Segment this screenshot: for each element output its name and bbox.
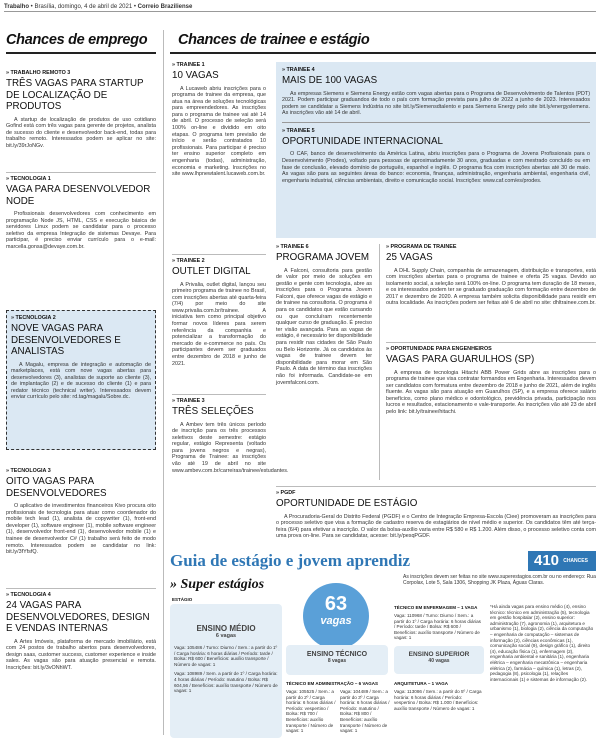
item-text: A startup de localização de produtos de uso cotidiano Gofind está com três vagas para gerente de projetos, analista de sucesso do cliente e desenvolvedor back-end, todas para trabalho remoto. Interessados podem se aplicar no site: bit.ly/39rJoNGv. bbox=[6, 116, 156, 149]
item-title: NOVE VAGAS PARA DESENVOLVEDORES E ANALISTAS bbox=[11, 323, 121, 357]
left-title-rule bbox=[6, 52, 156, 54]
guia-count bbox=[528, 551, 596, 571]
item-title: OPORTUNIDADE DE ESTÁGIO bbox=[276, 498, 418, 509]
item-text: Profissionais desenvolvedores com conhecimento em programação Node JS, HTML, CSS e execução básica de servidores Linux podem se candidatar para o processo seletivo da empresa Integração de sistemas Devaye. Para participar, é preciso enviar currículo para o e-mail: marcella.gonsa@devaye.com.br. bbox=[6, 211, 156, 250]
panel-vagas: 40 vagas bbox=[428, 658, 450, 664]
stripe-title: TÉCNICO EM ADMINISTRAÇÃO – 6 VAGAS bbox=[286, 681, 379, 686]
item-title: MAIS DE 100 VAGAS bbox=[282, 75, 378, 86]
item-text: A Magalu, empresa de integração e automação de marketplaces, está com nove vagas abertas para desenvolvedores (3), analistas de suporte ao cliente (3), de implantação (2) e de sucesso do cliente (1) e para redator técnico (technical writer). Interessados devem enviar currículo pelo site: rd.tag/magalu/Sobre.dc. bbox=[11, 361, 151, 401]
section-name: Trabalho bbox=[4, 4, 30, 10]
guia-banner bbox=[170, 551, 596, 571]
vaga-text: Vaga: 104489 / Sem.: a partir do 3º / Carga horária: 6 horas diárias / Período: matutino / Bolsa: R$ 800 / Benefícios: auxílio transporte / Número de vagas: 1 bbox=[340, 689, 390, 734]
page-header: Trabalho • Brasília, domingo, 4 de abril de 2021 • Correio Braziliense bbox=[4, 2, 596, 12]
item-tag: » TRAINEE 5 bbox=[282, 128, 590, 135]
item-tag: » TECNOLOGIA 2 bbox=[11, 315, 151, 322]
trainee-item-8 bbox=[386, 346, 596, 416]
item-text: O CAF, banco de desenvolvimento da América Latina, abriu inscrições para o Programa de Jovens Profissionais para o Desenvolvimento (Prodes), voltado para pessoas de aproximadamente 30 anos, graduadas e com mestrado concluído ou em fase de conclusão, elevado domínio de português, espanhol e inglês. O programa fica com inscrições abertas até 30 de maio. As vagas são para as seguintes áreas do banco: economia, finanças, administração, engenharia ambiental, engenharia civil, engenharia industrial, ciências ambientais, direito e comunicação social. Inscrições: www.caf.com/es/prodes. bbox=[282, 151, 590, 184]
item-text: A empresa de tecnologia Hitachi ABB Power Grids abre as inscrições para o programa de trainee que visa contratar formandos em Engenharia. Interessados devem ser candidatos com formatura entre dezembro de 2018 e junho de 2021, além de inglês fluente. As vagas são para atuação em Guarulhos (SP), e a empresa oferece salário benefícios, como plano médico e odontológico, previdência privada, participação nos lucros e resultados, estacionamento e vale-transporte. As inscrições vão até 23 de abril pelo link: bit.ly/trainee/hitachi. bbox=[386, 369, 596, 416]
right-section-title: Chances de trainee e estágio bbox=[178, 32, 370, 48]
column-divider bbox=[379, 244, 380, 480]
panel-vagas: 6 vagas bbox=[215, 633, 237, 639]
issue-date: Brasília, domingo, 4 de abril de 2021 bbox=[34, 4, 133, 10]
super-estagios-title: » Super estágios bbox=[170, 577, 265, 592]
guia-title: Guia de estágio e jovem aprendiz bbox=[170, 551, 411, 570]
job-item-4 bbox=[6, 468, 156, 556]
vaga-text: Vaga: 108989 / Sem. a partir de 1º / Carga horária: 4 horas diárias / Período: matutino / Bolsa: R$ 604,56 / Benefícios: auxílio transporte / Número de vagas: 1 bbox=[174, 671, 278, 694]
ensino-medio-panel bbox=[170, 604, 282, 738]
panel-name: ENSINO SUPERIOR bbox=[408, 651, 470, 658]
divider bbox=[6, 588, 156, 589]
badge-label: vagas bbox=[320, 615, 352, 627]
item-tag: » PGDF bbox=[276, 490, 596, 497]
item-text: A Falconi, consultoria para gestão de valor por meio de soluções em gestão e gente com tecnologia, abre as inscrições para o Programa Jovem Falconi, que oferece vagas de estágio e de trainee na consultoria. O programa é para os candidatos que estão cursando ou que concluíram recentemente qualquer curso de graduação. É preciso ter visão avançada. Para as vagas de estágio, é necessário ter disponibilidade para residir nas cidades de São Paulo ou Belo Horizonte. Já os candidatos às vagas de trainee devem ter disponibilidade para morar em São Paulo. A data de término das inscrições não foi informada. Candidate-se em jovemfalconi.com. bbox=[276, 267, 372, 386]
item-title: OITO VAGAS PARA DESENVOLVEDORES bbox=[6, 476, 107, 499]
item-title: 10 VAGAS bbox=[172, 70, 219, 81]
job-item-3 bbox=[6, 310, 156, 450]
item-text: A Privalia, outlet digital, lançou seu primeiro programa de trainee no Brasil, com inscrições abertas até quarta-feira (7/4) por meio do site www.privalia.com.br/trainee. A iniciativa tem como principal objetivo formar novos líderes para serem referência da companhia e potencializar a transformação do mercado de e-commerce no país. Os participantes devem ser graduados entre dezembro de 2018 e junho de 2021. bbox=[172, 281, 266, 367]
item-text: A Lucaweb abriu inscrições para o programa de trainee da empresa, que atua na área de soluções tecnológicas para empreendedores. As inscrições para o programa de trainee vai até 14 de abril. O processo de seleção será 100% on-line e dividido em oito etapas. O programa tem previsão de início e serão contratados 10 profissionais. Para participar é preciso ter ensino superior completo em engenharia (todas), administração, economia e marketing. Inscrições no site www.lhpnewtalent.lucaweb.com.br. bbox=[172, 85, 266, 178]
item-title: VAGAS PARA GUARULHOS (SP) bbox=[386, 354, 535, 365]
item-text: O aplicativo de investimentos financeiros Kivo procura oito profissionais de tecnologia para atuar como coordenador do mobile tech lead (1), analista de copywriter (1), front-end developer (1), software engineer (1), mobile software engineer (1), desenvolvedor front-end (1), desenvolvedor mobile (1) e trainee de desenvolvedor C# (1) trabalho será feito de modo remoto. Interessados podem se candidatar no link: bit.ly/3fYfsfQ. bbox=[6, 503, 156, 556]
vaga-text: Vaga: 105525 / Sem.: a partir do 2º / Carga horária: 6 horas diárias / Período: vespertino / Bolsa: R$ 700 / Benefícios: auxílio transporte / Número de vagas: 1 bbox=[286, 689, 336, 734]
vaga-text: Vaga: 110968 / Turno: Diurno / Sem.: a partir do 1º / Carga horária: 6 horas diárias / Período: tarde / Bolsa: R$ 600 / Benefícios: auxílio transporte / Número de vagas: 1 bbox=[394, 613, 481, 641]
count-label: CHANCES bbox=[563, 558, 588, 565]
panel-name: ENSINO TÉCNICO bbox=[306, 651, 368, 658]
item-title: 24 VAGAS PARA DESENVOLVEDORES, DESIGN E VENDAS INTERNAS bbox=[6, 600, 150, 634]
item-tag: » PROGRAMA DE TRAINEE bbox=[386, 244, 596, 251]
job-item-1 bbox=[6, 70, 156, 149]
right-title-rule bbox=[170, 52, 596, 54]
divider bbox=[172, 394, 266, 395]
trainee-blue-box bbox=[276, 62, 596, 238]
vaga-text: Vaga: 113086 / Sem.: a partir do 5º / Carga horária: 6 horas diárias / Período: vespertino / Bolsa: R$ 1.000 / Benefícios: auxílio transporte / Número de vagas: 1 bbox=[394, 689, 482, 711]
item-title: TRÊS VAGAS PARA STARTUP DE LOCALIZAÇÃO DE PRODUTOS bbox=[6, 78, 144, 112]
item-title: 25 VAGAS bbox=[386, 252, 433, 263]
item-text: A Artes Imóveis, plataforma de mercado imobiliário, está com 24 postos de trabalho abertos para desenvolvedores, design saas, customer success, customer experience e inside sales. As vagas são para atuação presencial e remota. Inscrições: bit.ly/3vONhWT. bbox=[6, 638, 156, 671]
item-tag: » OPORTUNIDADE PARA ENGENHEIROS bbox=[386, 346, 596, 353]
super-intro: As inscrições devem ser feitas no site www.superestagios.com.br ou no endereço: Rua Corpolax, Lote 5, Sala 1306, Shopping JK Plaza, Águas Claras. bbox=[403, 574, 596, 586]
item-tag: » TECNOLOGIA 4 bbox=[6, 592, 156, 599]
left-section-title: Chances de emprego bbox=[6, 32, 148, 48]
vagas-badge bbox=[303, 583, 369, 649]
item-tag: » TRAINEE 6 bbox=[276, 244, 372, 251]
item-title: VAGA PARA DESENVOLVEDOR NODE bbox=[6, 184, 151, 207]
item-tag: » TRAINEE 1 bbox=[172, 62, 266, 69]
item-title: OPORTUNIDADE INTERNACIONAL bbox=[282, 135, 443, 147]
super-label: Super estágios bbox=[180, 577, 265, 592]
column-divider bbox=[163, 30, 164, 735]
item-tag: » TECNOLOGIA 3 bbox=[6, 468, 156, 475]
trainee-item-9 bbox=[276, 490, 596, 540]
item-text: A Ambev tem três únicos período de inscrição para os três processos seletivos deste semestre: estágio regular, estágio Representa (voltado para jovens negros e negras), Programa de Trainee: as inscrições vão até 19 de abril no site www.ambev.com.br/carreiras/trainee/estudantes. bbox=[172, 421, 289, 474]
item-title: TRÊS SELEÇÕES bbox=[172, 406, 254, 417]
more-vagas-list: *Há ainda vagas para ensino médio (4), ensino técnico: técnico em administração (5), tecnologia em gestão hospitalar (2), ensino superior: administração (7), agronomia (1), arquitetura e urbanismo (1), biologia (2), ciência da computação – engenharia de computação – sistemas de informação (2), ciências econômicas (1), comunicação social (9), design gráfico (1), direito (4), educação física (1), enfermagem (2), engenharia ambiental e sanitária (1), engenharia elétrica – engenharia mecatrônica – engenharia elétrica (2), farmácia – química (1), letras (2), pedagogia (8), psicologia (1), relações internacionais (1) e sistemas de informação (2). bbox=[490, 604, 594, 682]
item-title: OUTLET DIGITAL bbox=[172, 266, 251, 277]
item-tag: » TRABALHO REMOTO 3 bbox=[6, 70, 156, 77]
count-number: 410 bbox=[534, 552, 560, 569]
item-tag: » TRAINEE 3 bbox=[172, 398, 266, 405]
stripe-title: TÉCNICO EM ENFERMAGEM – 1 VAGA bbox=[394, 605, 478, 610]
divider bbox=[276, 486, 596, 487]
stripe-title: ARQUITETURA – 1 VAGA bbox=[394, 681, 449, 686]
trainee-item-3 bbox=[172, 398, 289, 474]
ensino-tecnico-panel bbox=[286, 645, 388, 675]
trainee-item-1 bbox=[172, 62, 266, 178]
item-title: PROGRAMA JOVEM bbox=[276, 252, 370, 263]
item-tag: » TECNOLOGIA 1 bbox=[6, 176, 156, 183]
job-item-2 bbox=[6, 176, 156, 251]
item-text: As empresas Siemens e Siemens Energy estão com vagas abertas para o Programa de Desenvolvimento de Talentos (PDT) 2021. Podem participar graduandos de todo o país com formação prevista para julho de 2022 a junho de 2023. Interessados podem se candidatar a Siemens Indústria no site bit.ly/Siemensdtalento e para Siemens Energy pelo site bit.ly/energyslemens. As inscrições vão até 14 de abril. bbox=[282, 90, 590, 117]
divider bbox=[386, 342, 596, 343]
vaga-text: Vaga: 105486 / Turno: Diurno / Sem.: a partir do 1º / Carga horária: 6 horas diárias / Período: tarde / Bolsa: R$ 600 / Benefícios: auxílio transporte / Número de vagas: 1 bbox=[174, 645, 278, 667]
item-text: A DHL Supply Chain, companhia de armazenagem, distribuição e transportes, está com inscrições abertas para o programa de trainee e oferta 25 vagas. Devido ao isolamento social, a seleção será 100% on-line. O programa tem duração de 18 meses, e os interessados podem ter se graduado graduação com formação entre dezembro de 2017 e dezembro de 2020. A empresa também solicita disponibilidade para residir em outra localidade. As inscrições podem ser feitas até 6 de abril no site: dhltrainee.com.br. bbox=[386, 267, 596, 307]
item-text: A Procuradoria-Geral do Distrito Federal (PGDF) e o Centro de Integração Empresa-Escola (Ciee) promoveram as inscrições para o processo seletivo que visa a formação de cadastro reserva de estagiários de nível médio e superior. Os candidatos têm até terça-feira (6/4) para efetivar a inscrição. O valor da bolsa-auxílio varia entre R$ 580 e R$ 1.200. Além disso, o processo seletivo conta com uma prova on-line. Para se candidatar, acesse: bit.ly/pesqPGDF. bbox=[276, 513, 596, 540]
trainee-item-7 bbox=[386, 244, 596, 307]
divider bbox=[172, 254, 266, 255]
panel-vagas: 8 vagas bbox=[327, 658, 347, 664]
panel-name: ENSINO MÉDIO bbox=[196, 624, 256, 633]
job-item-5 bbox=[6, 592, 156, 671]
item-tag: » TRAINEE 2 bbox=[172, 258, 266, 265]
trainee-item-6 bbox=[276, 244, 372, 386]
estagio-label: ESTÁGIO bbox=[172, 597, 193, 602]
divider bbox=[282, 122, 590, 123]
newspaper-name: Correio Braziliense bbox=[137, 4, 193, 10]
trainee-item-2 bbox=[172, 258, 266, 367]
badge-number: 63 bbox=[324, 593, 348, 615]
ensino-superior-panel bbox=[394, 646, 484, 674]
item-tag: » TRAINEE 4 bbox=[282, 67, 590, 74]
divider bbox=[6, 172, 156, 173]
